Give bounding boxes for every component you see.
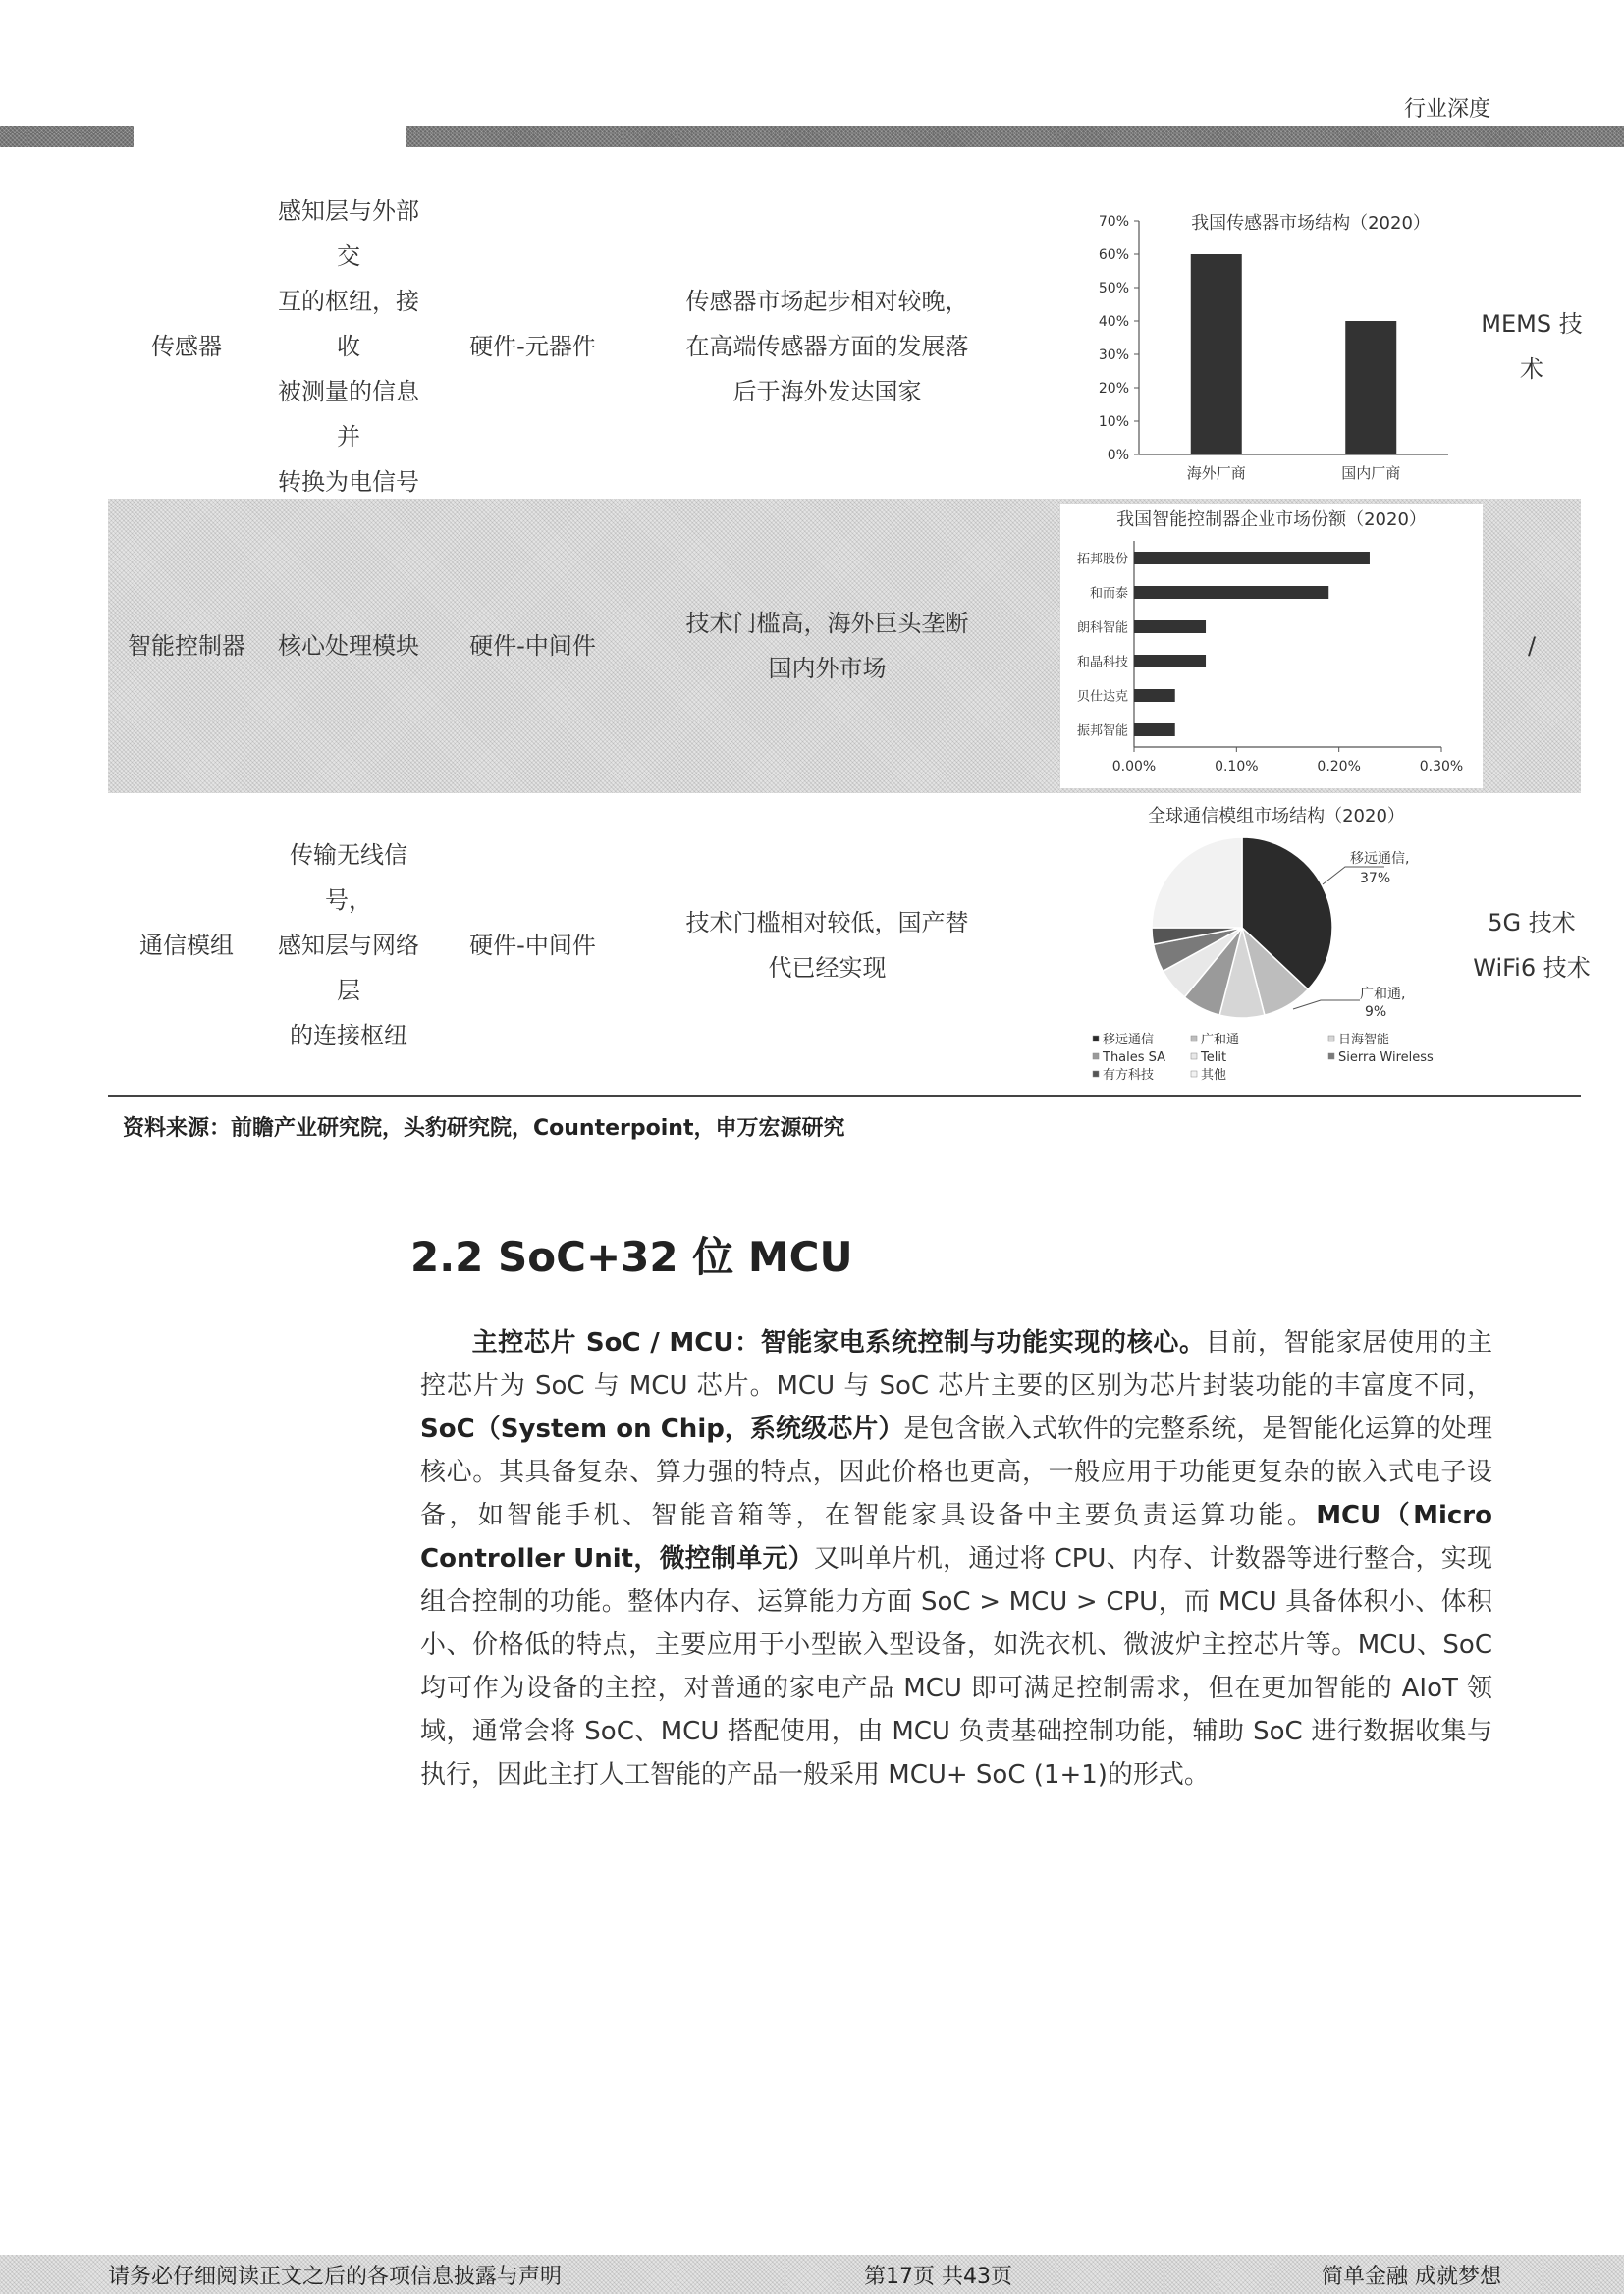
- y-tick-label: 0%: [1107, 447, 1129, 463]
- legend-swatch: [1093, 1071, 1099, 1077]
- source-note: 资料来源：前瞻产业研究院，头豹研究院，Counterpoint，申万宏源研究: [123, 1116, 845, 1141]
- legend-swatch: [1328, 1036, 1334, 1041]
- legend-label: 移远通信: [1103, 1033, 1155, 1047]
- controller-share-bar-chart: [1060, 504, 1483, 788]
- bar: [1134, 689, 1175, 702]
- role-line: 被测量的信息并: [278, 377, 419, 451]
- data-label-value: 37%: [1360, 871, 1391, 886]
- legend-label: 其他: [1201, 1068, 1227, 1083]
- role-line: 感知层与网络层: [278, 932, 419, 1004]
- body-paragraph: [420, 1321, 1492, 1796]
- cell-type: [447, 793, 619, 1097]
- legend-swatch: [1191, 1036, 1197, 1041]
- chart-title: 我国智能控制器企业市场份额（2020）: [1116, 509, 1427, 530]
- legend-label: 日海智能: [1338, 1033, 1390, 1047]
- tech-line: MEMS 技: [1481, 309, 1583, 338]
- cell-status: [643, 196, 1011, 496]
- data-label-name: 移远通信,: [1350, 851, 1410, 867]
- tech-line: 5G 技术: [1488, 909, 1576, 936]
- tech-line: 术: [1519, 354, 1543, 383]
- legend-label: 广和通: [1201, 1033, 1240, 1047]
- row-type: 硬件-中间件: [469, 632, 596, 660]
- cell-chart: [1021, 196, 1522, 496]
- cell-status: [643, 793, 1011, 1097]
- table-bottom-border: [108, 1095, 1581, 1097]
- cell-type: [447, 196, 619, 496]
- cell-type: [447, 499, 619, 793]
- y-tick-label: 40%: [1098, 313, 1129, 330]
- table-row-comm-module: [108, 793, 1591, 1097]
- x-tick-label: 国内厂商: [1341, 463, 1401, 482]
- row-type: 硬件-元器件: [469, 332, 596, 360]
- soc-term: SoC（System on Chip，系统级芯片）: [420, 1415, 904, 1444]
- industry-chain-table: [108, 196, 1591, 1097]
- cell-name: [108, 793, 265, 1097]
- y-tick-label: 和而泰: [1089, 586, 1128, 602]
- cell-chart: [1021, 793, 1522, 1097]
- bar: [1345, 321, 1396, 454]
- paragraph-text: 是包含嵌入式软件的完整系统，是智能化运算的处理核心。其具备复杂、算力强的特点，因此价格也更高，一般应用于功能更复杂的嵌入式电子设备，如智能手机、智能音箱等，在智能家具设备中主要负责运算功能。: [420, 1415, 1492, 1530]
- y-tick-label: 10%: [1098, 413, 1129, 430]
- legend-swatch: [1093, 1036, 1099, 1041]
- status-line: 传感器市场起步相对较晚，: [685, 287, 969, 315]
- y-tick-label: 振邦智能: [1076, 723, 1128, 739]
- tech-line: /: [1527, 632, 1537, 660]
- chart-background: [1060, 504, 1483, 788]
- chart-title: 我国传感器市场结构（2020）: [1191, 212, 1431, 234]
- status-line: 技术门槛高，海外巨头垄断: [685, 610, 969, 637]
- cell-role: [275, 499, 422, 793]
- role-line: 传输无线信号，: [290, 841, 407, 914]
- legend-swatch: [1328, 1053, 1334, 1059]
- y-tick-label: 贝仕达克: [1076, 689, 1128, 705]
- cell-role: [275, 793, 422, 1097]
- row-name: 传感器: [151, 332, 222, 360]
- data-label-name: 广和通,: [1360, 987, 1406, 1002]
- legend-label: Telit: [1201, 1050, 1227, 1065]
- cell-role: [275, 196, 422, 496]
- legend-label: Sierra Wireless: [1338, 1050, 1434, 1065]
- cell-tech: [1463, 196, 1600, 496]
- y-tick-label: 30%: [1098, 347, 1129, 363]
- table-row-sensor: [108, 196, 1581, 496]
- y-tick-label: 70%: [1098, 213, 1129, 230]
- tech-line: WiFi6 技术: [1473, 954, 1591, 982]
- x-tick-label: 海外厂商: [1186, 463, 1246, 482]
- mcu-term: MCU（Micro Controller Unit，微控制单元）: [420, 1501, 1492, 1574]
- cell-tech: [1463, 793, 1600, 1097]
- bar: [1134, 723, 1175, 736]
- paragraph-text: 又叫单片机，通过将 CPU、内存、计数器等进行整合，实现组合控制的功能。整体内存、运算能力方面 SoC > MCU > CPU，而 MCU 具备体积小、体积小、价格低的特点，主要应用于小型嵌入型设备，如洗衣机、微波炉主控芯片等。MCU、SoC 均可作为设备的主控，对普通的家电产品 MCU 即可满足控制需求，但在更加智能的 AIoT 领域，通常会将 SoC、MCU 搭配使用，由 MCU 负责基础控制功能，辅助 SoC 进行数据收集与执行，因此主打人工智能的产品一般采用 MCU+ SoC (1+1)的形式。: [420, 1544, 1492, 1789]
- paragraph-lead: 主控芯片 SoC / MCU：智能家电系统控制与功能实现的核心。: [471, 1328, 1206, 1358]
- footer-disclaimer: 请务必仔细阅读正文之后的各项信息披露与声明: [108, 2265, 563, 2289]
- y-tick-label: 拓邦股份: [1076, 552, 1128, 567]
- header-label: 行业深度: [1404, 97, 1491, 122]
- y-tick-label: 50%: [1098, 280, 1129, 296]
- sensor-market-bar-chart: [1085, 199, 1458, 494]
- y-tick-label: 60%: [1098, 246, 1129, 263]
- header-bar-right: [406, 126, 1624, 147]
- footer-page-number: 第17页 共43页: [864, 2265, 1012, 2289]
- pie-slice: [1152, 837, 1242, 928]
- cell-status: [643, 499, 1011, 793]
- status-line: 技术门槛相对较低，国产替: [685, 909, 969, 936]
- role-line: 转换为电信号: [278, 467, 419, 496]
- legend-label: 有方科技: [1103, 1068, 1155, 1083]
- paragraph-text: 目前，智能家居使用的主控芯片为 SoC 与 MCU 芯片。MCU 与 SoC 芯片主要的区别为芯片封装功能的丰富度不同，: [420, 1328, 1492, 1401]
- legend-swatch: [1093, 1053, 1099, 1059]
- x-tick-label: 0.20%: [1317, 759, 1361, 774]
- table-row-controller: [108, 499, 1581, 793]
- bar: [1134, 655, 1206, 667]
- bar: [1134, 586, 1328, 599]
- status-line: 国内外市场: [768, 655, 887, 682]
- y-tick-label: 20%: [1098, 380, 1129, 397]
- status-line: 在高端传感器方面的发展落: [685, 332, 969, 360]
- role-line: 互的枢纽，接收: [278, 287, 419, 360]
- row-name: 智能控制器: [128, 632, 245, 660]
- chart-title: 全球通信模组市场结构（2020）: [1148, 806, 1405, 827]
- leader-line: [1293, 1000, 1360, 1009]
- role-line: 的连接枢纽: [290, 1022, 407, 1049]
- bar: [1134, 620, 1206, 633]
- role-line: 感知层与外部交: [278, 196, 419, 270]
- x-tick-label: 0.10%: [1215, 759, 1259, 774]
- bar: [1191, 254, 1242, 454]
- legend-swatch: [1191, 1053, 1197, 1059]
- role-line: 核心处理模块: [278, 632, 419, 660]
- section-title: 2.2 SoC+32 位 MCU: [410, 1233, 853, 1281]
- cell-chart: [1021, 499, 1522, 793]
- cell-name: [108, 196, 265, 496]
- comm-module-pie-chart: [1065, 798, 1478, 1093]
- legend-swatch: [1191, 1071, 1197, 1077]
- footer-slogan: 简单金融 成就梦想: [1322, 2265, 1501, 2289]
- status-line: 代已经实现: [768, 954, 887, 982]
- bar: [1134, 552, 1370, 564]
- row-type: 硬件-中间件: [469, 932, 596, 959]
- y-tick-label: 和晶科技: [1076, 655, 1128, 670]
- status-line: 后于海外发达国家: [732, 377, 922, 405]
- x-tick-label: 0.30%: [1419, 759, 1464, 774]
- header-bar-left: [0, 126, 134, 147]
- x-tick-label: 0.00%: [1111, 759, 1157, 774]
- cell-tech: [1463, 499, 1600, 793]
- row-name: 通信模组: [139, 932, 234, 959]
- y-tick-label: 朗科智能: [1076, 620, 1128, 636]
- data-label-value: 9%: [1365, 1004, 1387, 1020]
- cell-name: [108, 499, 265, 793]
- legend-label: Thales SA: [1103, 1050, 1166, 1065]
